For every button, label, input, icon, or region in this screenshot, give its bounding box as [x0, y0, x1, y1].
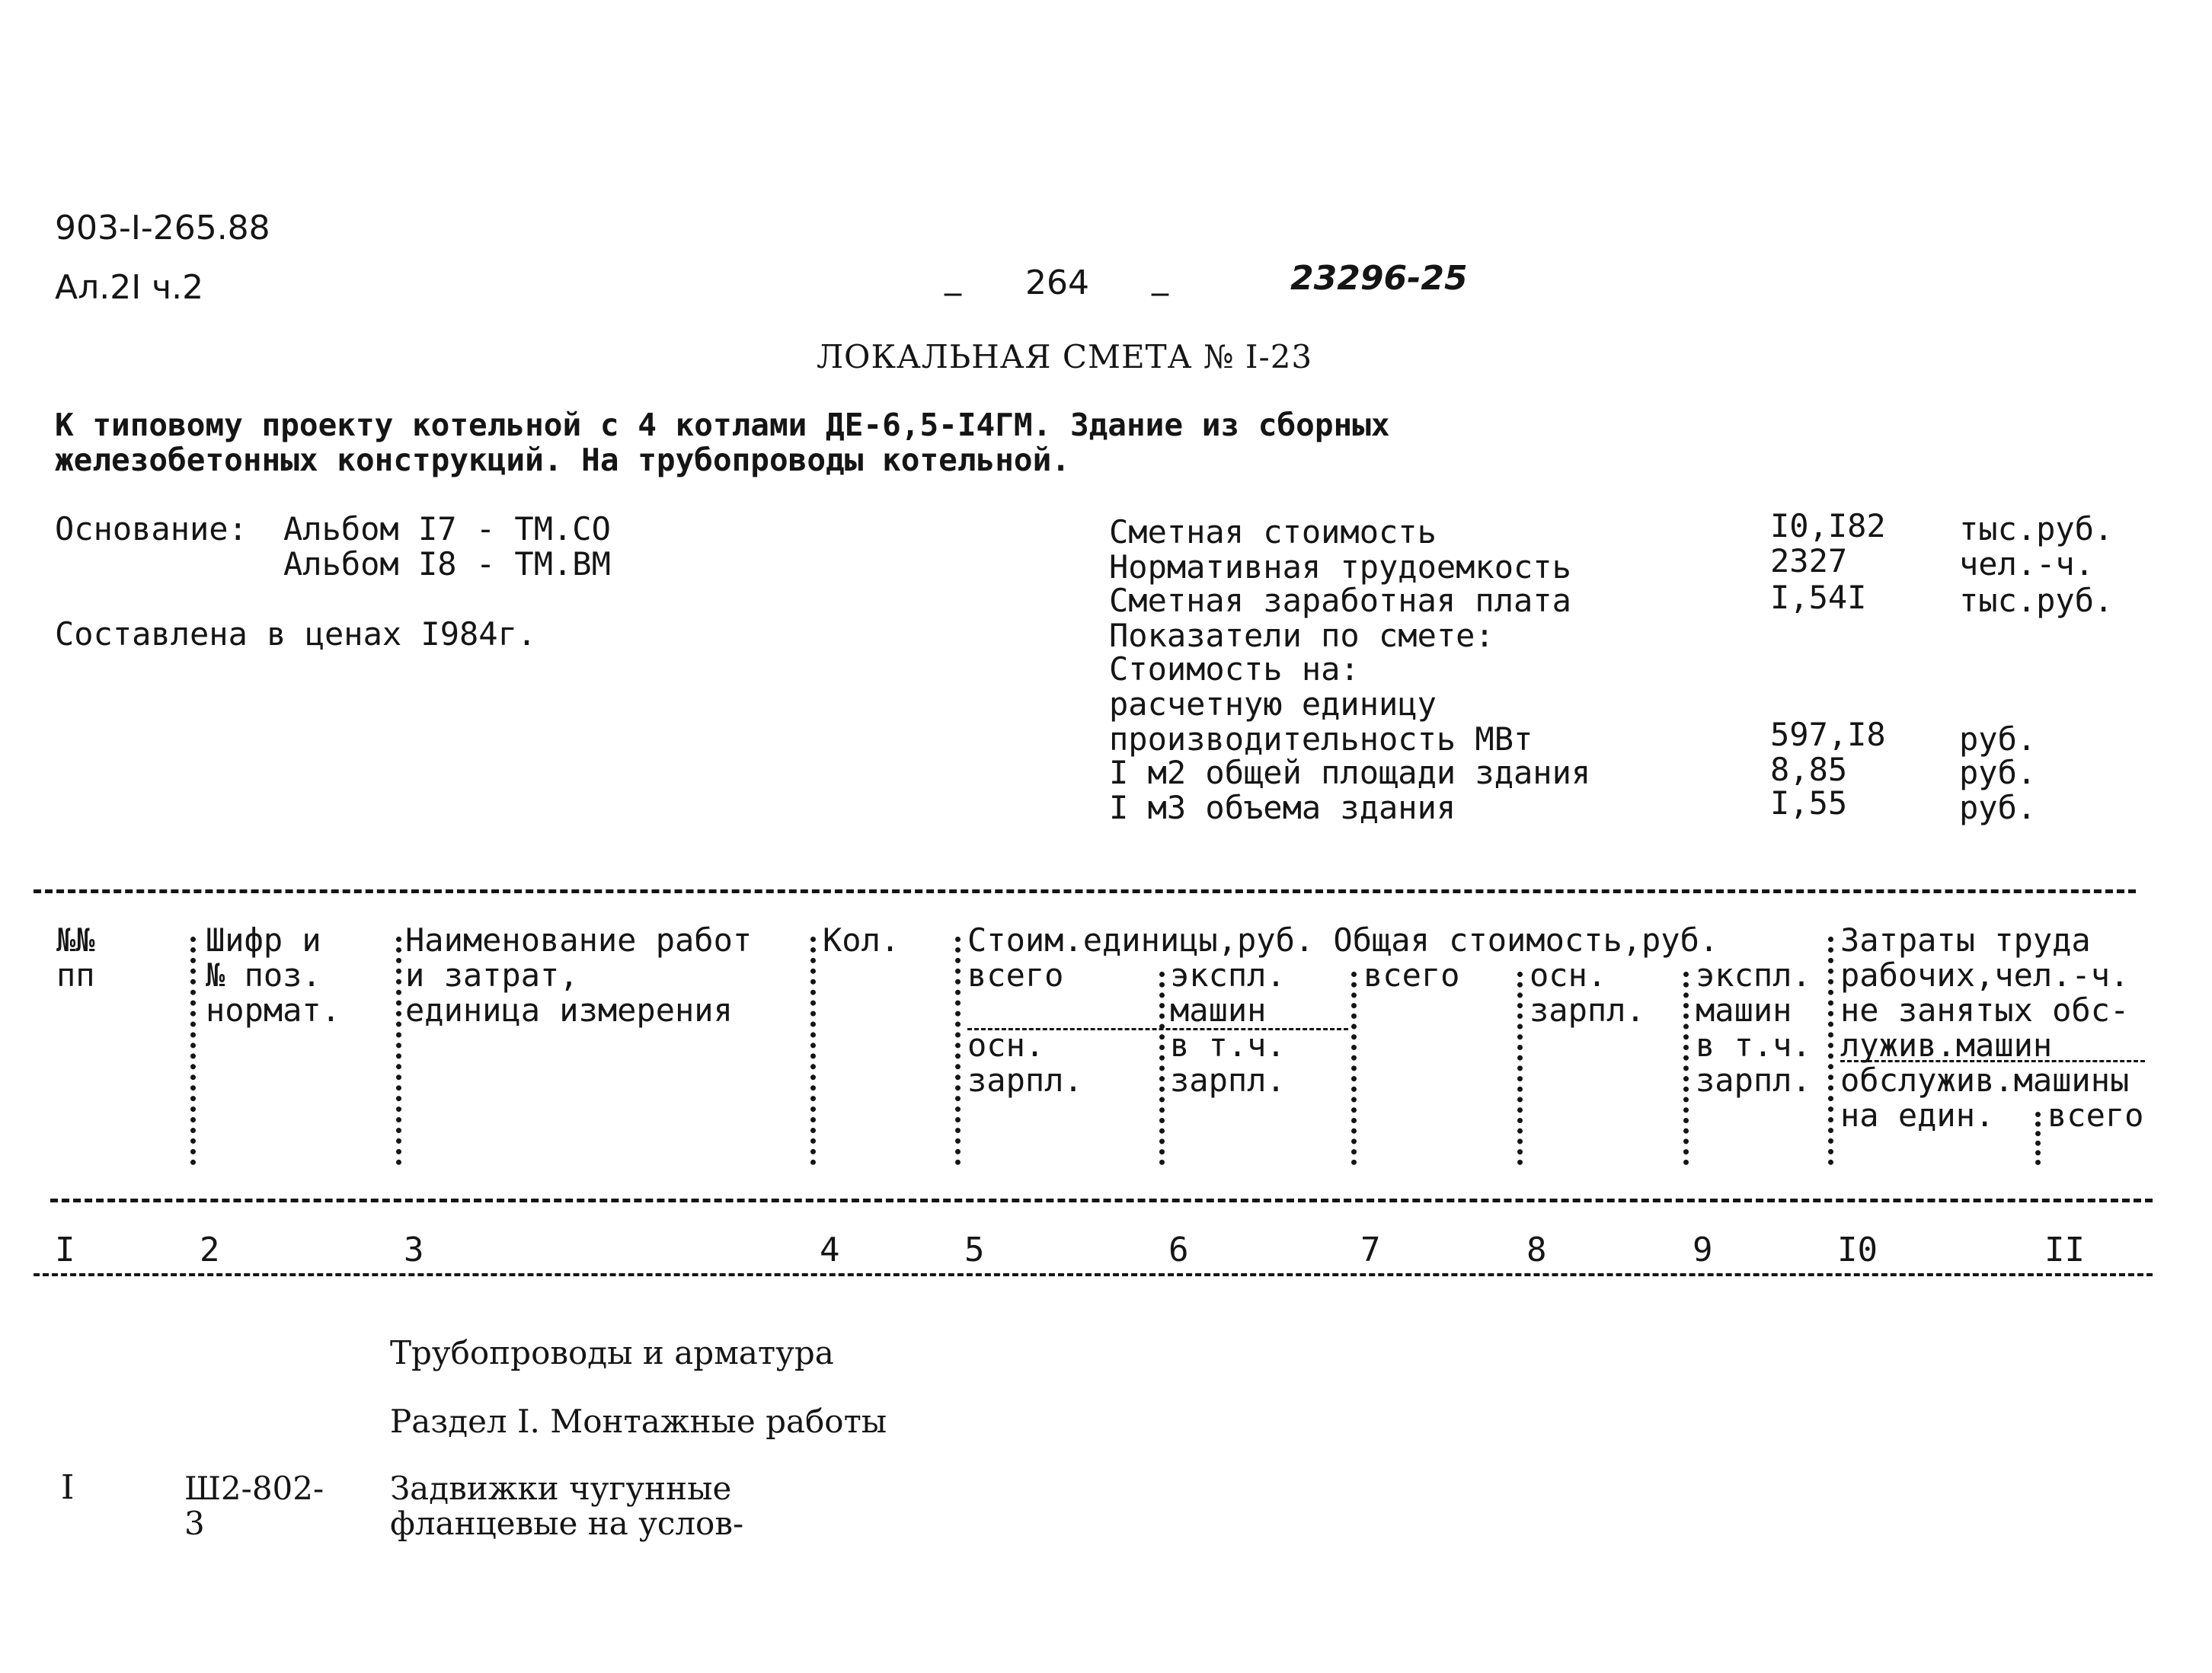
basis-album-1: Альбом I7 - ТМ.СО — [283, 510, 611, 548]
prices-note: Составлена в ценах I984г. — [55, 615, 537, 653]
header-col-code: Шифр и № поз. нормат. — [206, 921, 341, 1029]
summary-unit: тыс.руб. — [1959, 510, 2114, 548]
header-inner-rule — [967, 1028, 1348, 1030]
table-top-rule — [34, 889, 2136, 893]
summary-label: Нормативная трудоемкость — [1109, 548, 1571, 586]
summary-label: производительность МВт — [1109, 720, 1533, 758]
summary-unit: руб. — [1959, 720, 2037, 758]
column-divider — [1351, 972, 1357, 1165]
summary-label: Показатели по смете: — [1109, 617, 1494, 654]
archive-number-stamp: 23296-25 — [1290, 259, 1468, 298]
table-header-bottom-rule — [50, 1199, 2153, 1202]
summary-label: Сметная стоимость — [1109, 513, 1437, 551]
summary-value: 8,85 — [1770, 751, 1848, 788]
header-group-labor: Затраты труда рабочих,чел.-ч. не занятых обс- лужив.машин обслужив.машины — [1840, 921, 2130, 1099]
header-col-qty: Кол. — [823, 921, 900, 959]
summary-value: 2327 — [1770, 542, 1848, 579]
column-number: 4 — [820, 1231, 840, 1269]
summary-value: 597,I8 — [1770, 716, 1886, 753]
header-col8-wages: осн. зарпл. — [1530, 956, 1645, 1029]
column-number: 3 — [404, 1231, 424, 1269]
basis-label: Основание: — [55, 510, 248, 548]
header-col9-machines: экспл. машин в т.ч. зарпл. — [1696, 956, 1811, 1099]
header-col11-total: всего — [2047, 1097, 2144, 1134]
section-subtitle: Раздел I. Монтажные работы — [390, 1403, 887, 1440]
description-line-2: железобетонных конструкций. На трубопроводы котельной. — [55, 442, 1070, 478]
header-col-number: №№ пп — [56, 921, 95, 994]
summary-label: Сметная заработная плата — [1109, 582, 1571, 619]
summary-label: I м2 общей площади здания — [1109, 754, 1591, 791]
page-number: 264 — [1025, 263, 1089, 302]
header-col5-wages: осн. зарпл. — [967, 1026, 1083, 1099]
header-col-name: Наименование работ и затрат, единица измерения — [405, 921, 753, 1029]
row-name: Задвижки чугунные фланцевые на услов- — [390, 1470, 744, 1542]
column-number: 8 — [1526, 1231, 1547, 1269]
column-divider — [190, 937, 196, 1165]
page-dash-left: _ — [945, 257, 961, 296]
page-dash-right: _ — [1152, 257, 1168, 296]
column-number: 5 — [964, 1231, 985, 1269]
summary-unit: чел.-ч. — [1959, 545, 2095, 583]
column-number: 7 — [1360, 1231, 1381, 1269]
column-number: 6 — [1168, 1231, 1189, 1269]
column-number: 2 — [200, 1231, 220, 1269]
column-divider — [1159, 972, 1165, 1165]
basis-album-2: Альбом I8 - ТМ.ВМ — [283, 545, 611, 583]
header-col6-machines: экспл. машин в т.ч. зарпл. — [1170, 956, 1286, 1099]
row-code: Ш2-802- 3 — [184, 1470, 324, 1542]
summary-label: I м3 объема здания — [1109, 789, 1456, 826]
section-title: Трубопроводы и арматура — [390, 1334, 834, 1371]
column-number: I0 — [1837, 1231, 1878, 1269]
column-divider — [955, 937, 961, 1165]
summary-value: I,55 — [1770, 784, 1848, 822]
column-divider — [1517, 972, 1523, 1165]
header-group-cost: Стоим.единицы,руб. Общая стоимость,руб. — [967, 921, 1719, 959]
column-divider — [2035, 1112, 2041, 1165]
column-divider — [1828, 937, 1833, 1165]
column-number: II — [2044, 1231, 2085, 1269]
summary-value: I0,I82 — [1770, 507, 1886, 544]
column-divider — [1683, 972, 1689, 1165]
summary-label: Стоимость на: — [1109, 650, 1360, 688]
header-inner-rule — [1840, 1060, 2145, 1062]
summary-unit: руб. — [1959, 754, 2037, 791]
column-divider — [396, 937, 401, 1165]
header-col7-total: всего — [1363, 956, 1460, 994]
row-number: I — [61, 1468, 75, 1507]
header-col5-total: всего — [967, 956, 1064, 994]
header-col10-per-unit: на един. — [1840, 1097, 1995, 1134]
estimate-title: ЛОКАЛЬНАЯ СМЕТА № I-23 — [817, 338, 1313, 375]
column-number: 9 — [1693, 1231, 1713, 1269]
column-number: I — [55, 1231, 75, 1269]
column-divider — [810, 937, 816, 1165]
album-reference: Ал.2I ч.2 — [55, 268, 204, 307]
column-numbers-underline — [34, 1273, 2153, 1276]
summary-label: расчетную единицу — [1109, 685, 1437, 723]
summary-unit: руб. — [1959, 789, 2037, 826]
summary-value: I,54I — [1770, 579, 1867, 616]
description-line-1: К типовому проекту котельной с 4 котлами ДЕ-6,5-I4ГМ. Здание из сборных — [55, 407, 1390, 443]
document-code: 903-I-265.88 — [55, 209, 270, 247]
summary-unit: тыс.руб. — [1959, 582, 2114, 619]
